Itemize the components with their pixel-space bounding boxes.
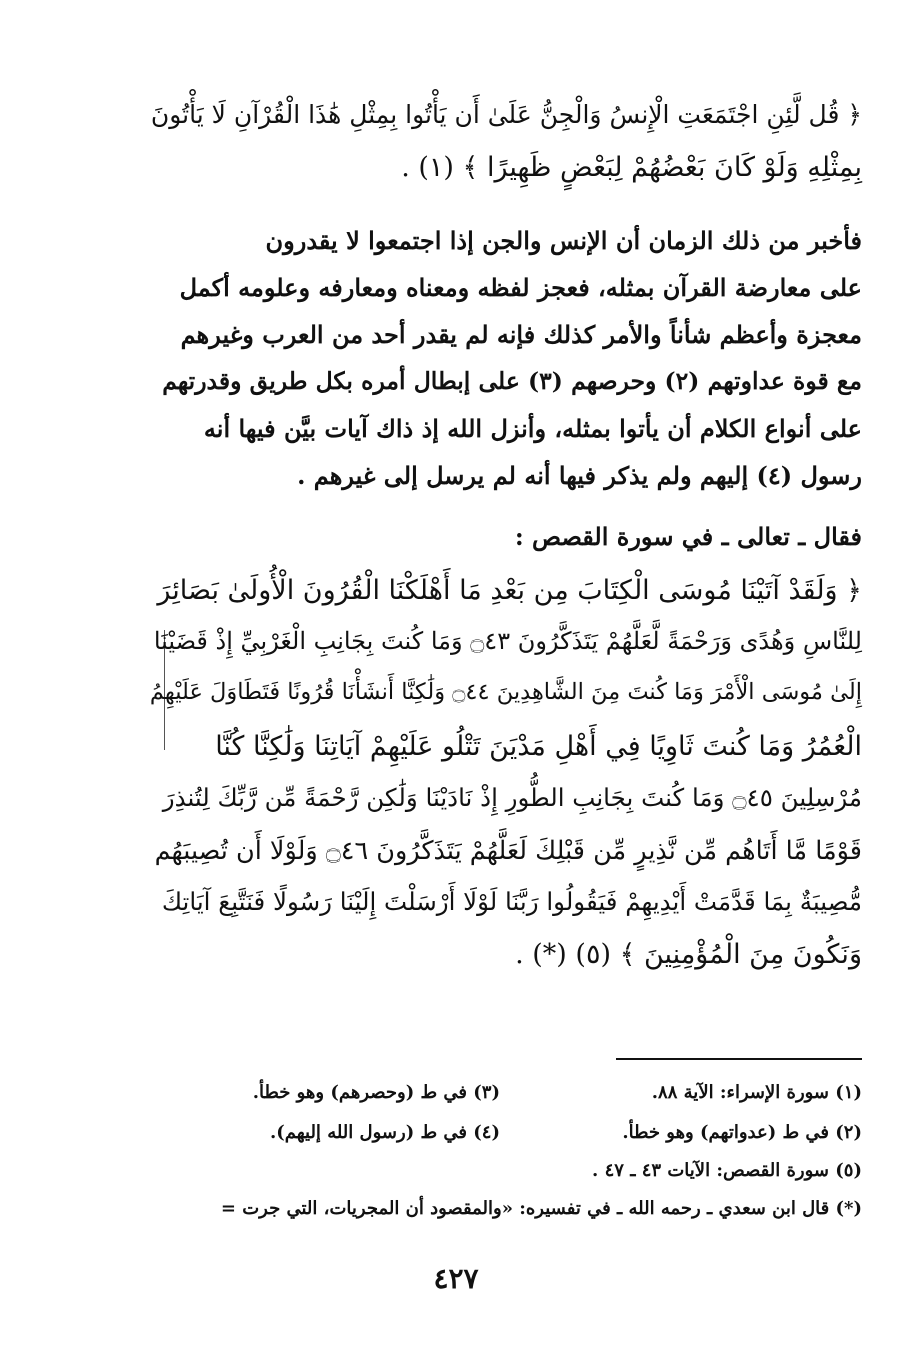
footnote-separator [616,1058,862,1060]
page-number: ٤٢٧ [433,1262,479,1295]
verse-line: مُرْسِلِينَ ۝٤٥ وَمَا كُنتَ بِجَانِبِ الطُّورِ إِذْ نَادَيْنَا وَلَٰكِن رَّحْمَةً مِّن رَّبِّكَ لِتُنذِرَ [162,783,862,812]
verse-line: إِلَىٰ مُوسَى الْأَمْرَ وَمَا كُنتَ مِنَ الشَّاهِدِينَ ۝٤٤ وَلَٰكِنَّا أَنشَأْنَا قُرُونًا فَتَطَاوَلَ عَلَيْهِمُ [149,679,862,705]
verse-line: الْعُمُرُ وَمَا كُنتَ ثَاوِيًا فِي أَهْلِ مَدْيَنَ تَتْلُو عَلَيْهِمْ آيَاتِنَا وَلَٰكِنَّا كُنَّا [215,731,862,762]
paragraph-line: فأخبر من ذلك الزمان أن الإنس والجن إذا اجتمعوا لا يقدرون [265,226,862,255]
footnote-5: (٥) سورة القصص: الآيات ٤٣ ـ ٤٧ . [592,1160,862,1181]
verse-line: بِمِثْلِهِ وَلَوْ كَانَ بَعْضُهُمْ لِبَعْضٍ ظَهِيرًا ﴾ (١) . [401,152,862,183]
footnote-2: (٢) في ط (عدواتهم) وهو خطأ. [622,1122,862,1143]
footnote-1: (١) سورة الإسراء: الآية ٨٨. [651,1082,862,1103]
paragraph-line: رسول (٤) إليهم ولم يذكر فيها أنه لم يرسل إلى غيرهم . [297,461,862,490]
verse-line: ﴿ قُل لَّئِنِ اجْتَمَعَتِ الْإِنسُ وَالْجِنُّ عَلَىٰ أَن يَأْتُوا بِمِثْلِ هَٰذَا الْقُرْآنِ لَا يَأْتُونَ [150,100,862,129]
verse-line: وَنَكُونَ مِنَ الْمُؤْمِنِينَ ﴾ (٥) (*) . [515,939,862,970]
verse-line: ﴿ وَلَقَدْ آتَيْنَا مُوسَى الْكِتَابَ مِن بَعْدِ مَا أَهْلَكْنَا الْقُرُونَ الْأُولَىٰ بَصَائِرَ [157,575,862,606]
paragraph-line: على معارضة القرآن بمثله، فعجز لفظه ومعناه ومعارفه وعلومه أكمل [179,273,862,302]
paragraph-line: مع قوة عداوتهم (٢) وحرصهم (٣) على إبطال أمره بكل طريق وقدرتهم [162,367,862,395]
footnote-star: (*) قال ابن سعدي ـ رحمه الله ـ في تفسيره: «والمقصود أن المجريات، التي جرت = [220,1198,862,1219]
footnote-4: (٤) في ط (رسول الله إليهم). [269,1122,500,1143]
paragraph-line: معجزة وأعظم شأناً والأمر كذلك فإنه لم يقدر أحد من العرب وغيرهم [180,320,862,349]
quran-verse-isra [150,100,862,200]
quran-verse-qasas [150,575,862,995]
paragraph-line: على أنواع الكلام أن يأتوا بمثله، وأنزل الله إذ ذاك آيات بيَّن فيها أنه [203,414,862,443]
body-paragraph [150,226,862,506]
verse-line: قَوْمًا مَّا أَتَاهُم مِّن نَّذِيرٍ مِّن قَبْلِكَ لَعَلَّهُمْ يَتَذَكَّرُونَ ۝٤٦ وَلَوْلَا أَن تُصِيبَهُم [154,836,862,866]
verse-line: لِلنَّاسِ وَهُدًى وَرَحْمَةً لَّعَلَّهُمْ يَتَذَكَّرُونَ ۝٤٣ وَمَا كُنتَ بِجَانِبِ الْغَرْبِيِّ إِذْ قَضَيْنَا [153,627,862,655]
verse-line: مُّصِيبَةٌ بِمَا قَدَّمَتْ أَيْدِيهِمْ فَيَقُولُوا رَبَّنَا لَوْلَا أَرْسَلْتَ إِلَيْنَا رَسُولًا فَنَتَّبِعَ آيَاتِكَ [161,887,862,916]
section-heading [150,522,862,562]
footnote-3: (٣) في ط (وحصرهم) وهو خطأ. [252,1082,500,1103]
heading-text: فقال ـ تعالى ـ في سورة القصص : [514,522,862,551]
